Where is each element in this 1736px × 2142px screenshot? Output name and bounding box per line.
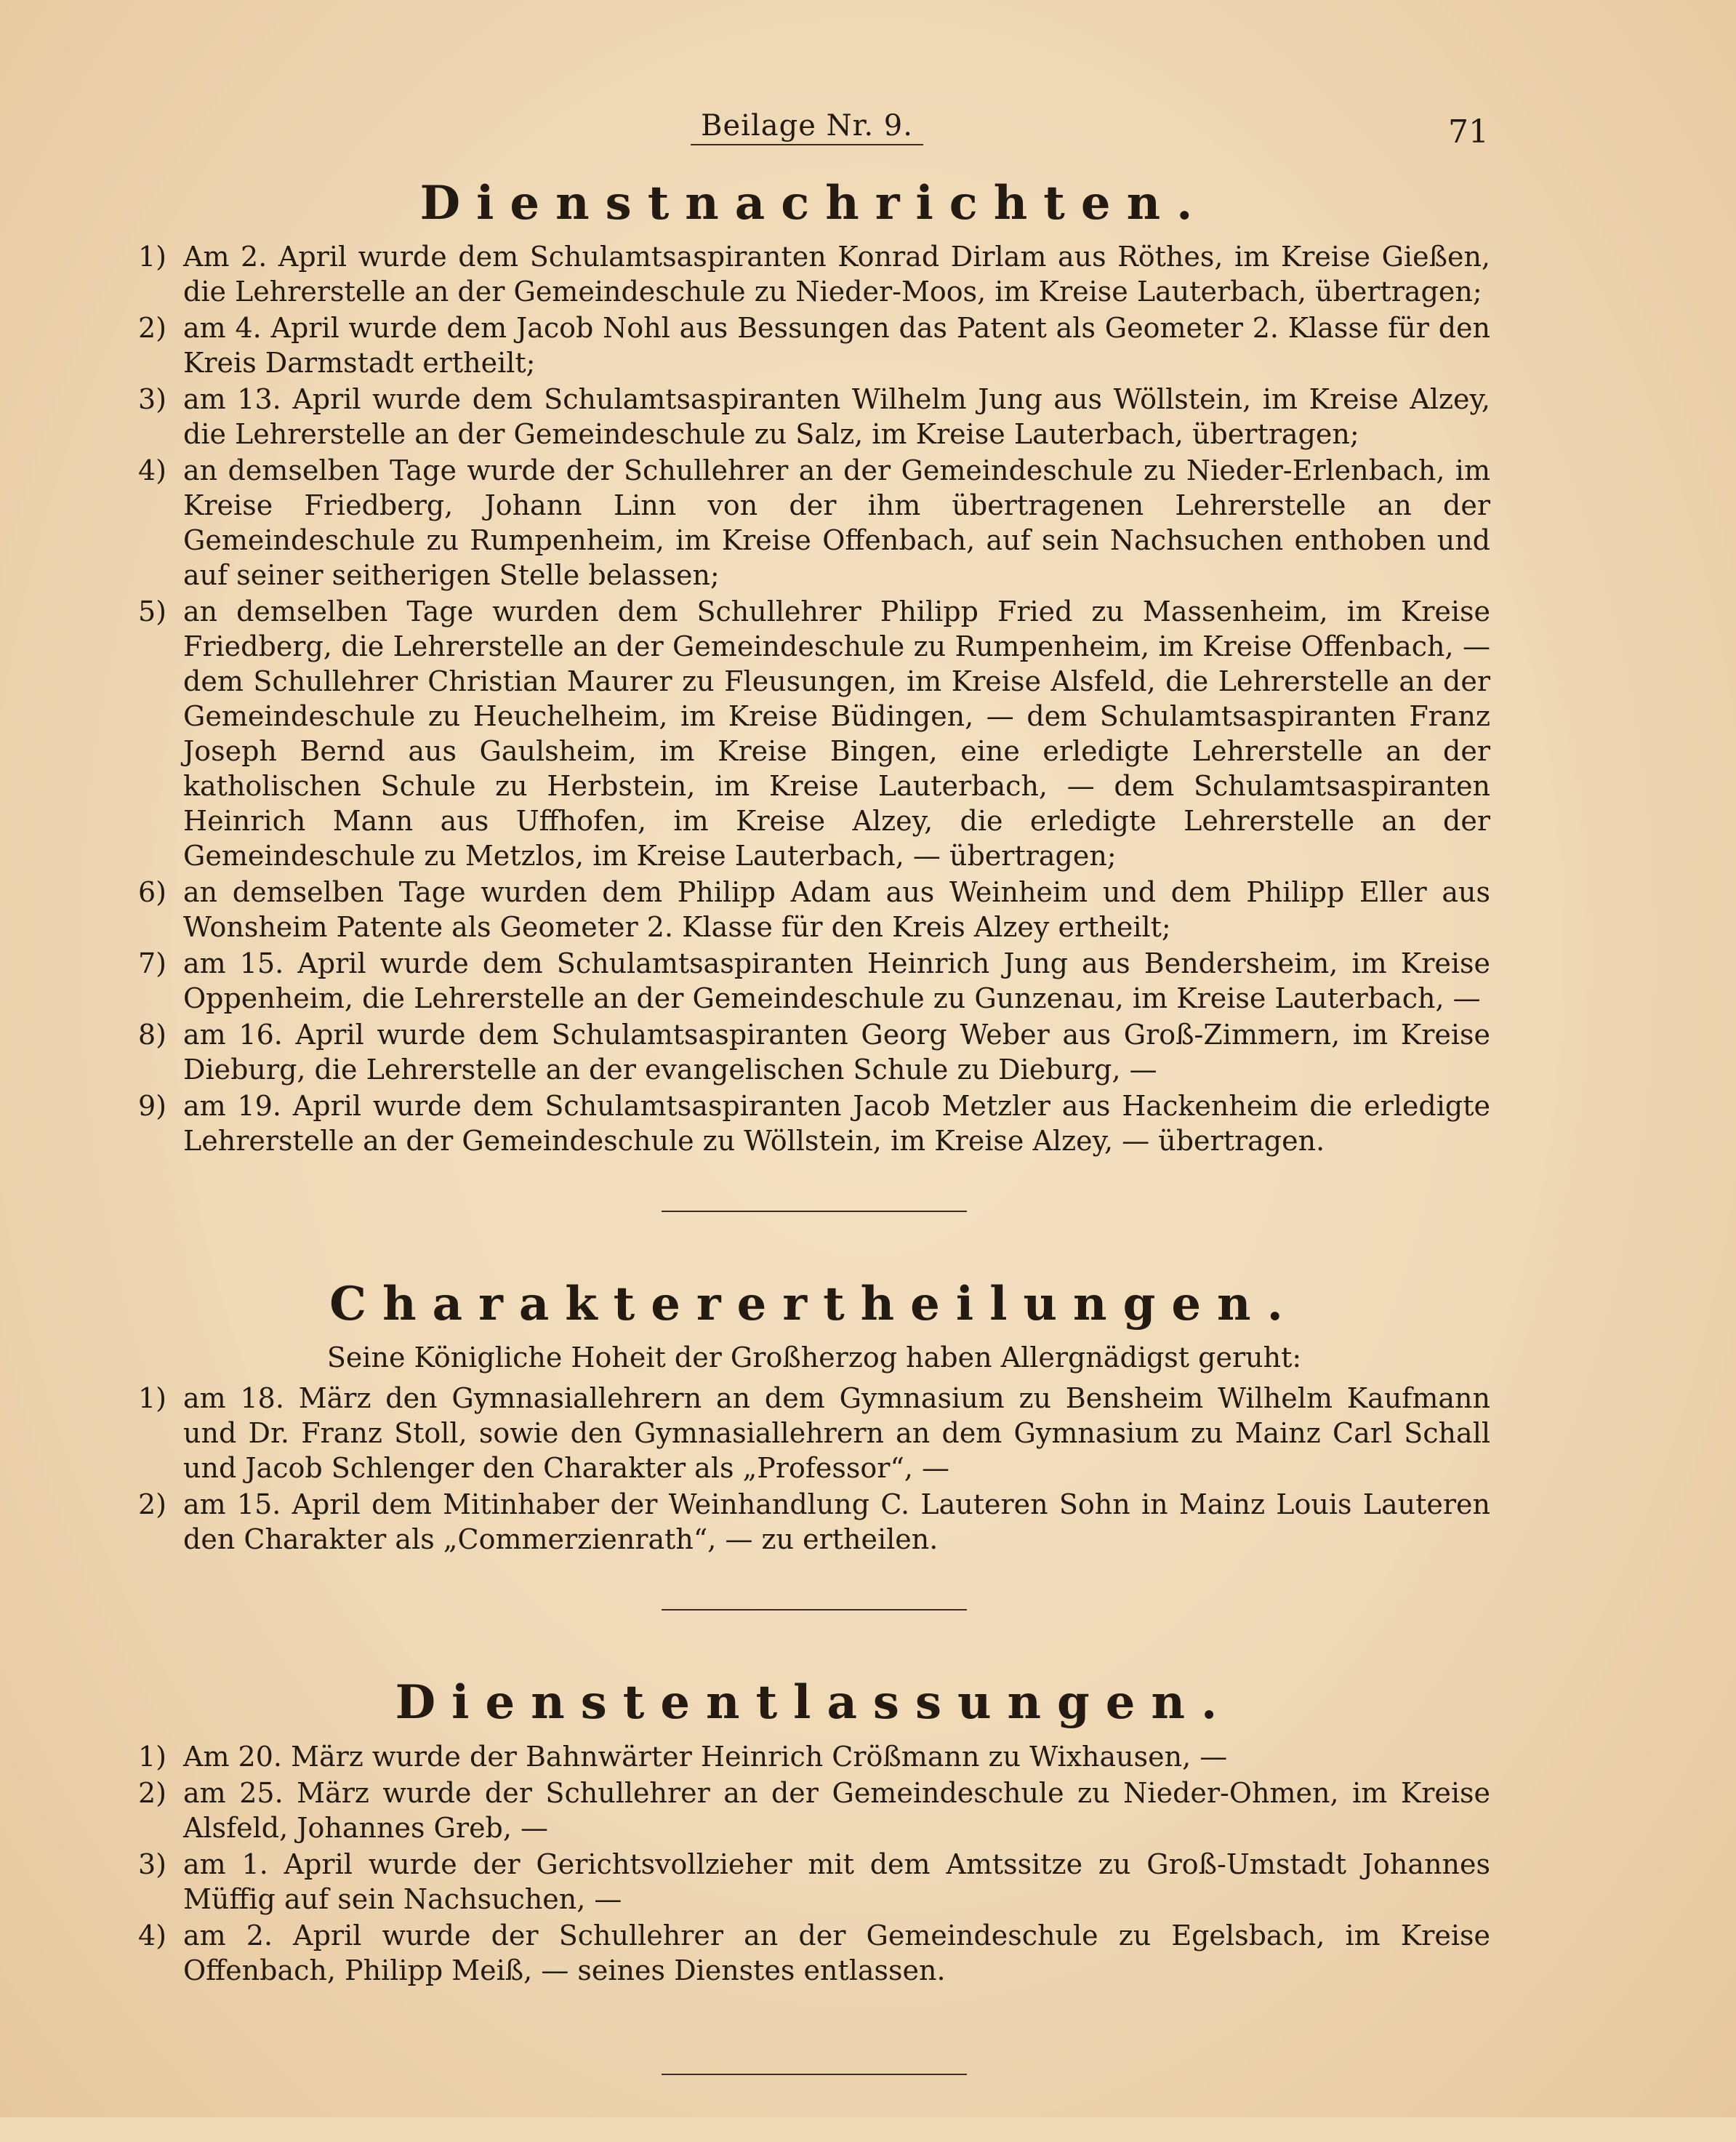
section-heading: Charakterertheilungen. [329,1277,1299,1332]
item-text: am 4. April wurde dem Jacob Nohl aus Bessungen das Patent als Geometer 2. Klasse für den Kreis Darmstadt ertheilt; [183,312,1490,380]
list-item [138,310,1490,380]
section-heading: Dienstnachrichten. [419,176,1209,230]
item-text: an demselben Tage wurden dem Schullehrer Philipp Fried zu Massenheim, im Kreise Friedberg, die Lehrerstelle an der Gemeindeschule zu Rumpenheim, im Kreise Offenbach, — dem Schullehrer Christian Maurer zu Fleusungen, im Kreise Alsfeld, die Lehrerstelle an der Gemeindeschule zu Heuchelheim, im Kreise Büdingen, — dem Schulamtsaspiranten Franz Joseph Bernd aus Gaulsheim, im Kreise Bingen, eine erledigte Lehrerstelle an der katholischen Schule zu Herbstein, im Kreise Lauterbach, — dem Schulamtsaspiranten Heinrich Mann aus Uffhofen, im Kreise Alzey, die erledigte Lehrerstelle an der Gemeindeschule zu Metzlos, im Kreise Lauterbach, — übertragen; [183,595,1490,873]
announcement-list [138,1739,1490,1988]
item-number: 5) [138,595,167,628]
list-item [138,1088,1490,1158]
section-divider [662,1211,967,1212]
section-intro: Seine Königliche Hoheit der Großherzog haben Allergnädigst geruht: [326,1341,1302,1373]
item-number: 2) [138,312,167,345]
item-text: an demselben Tage wurden dem Philipp Adam aus Weinheim und dem Philipp Eller aus Wonsheim Patente als Geometer 2. Klasse für den Kreis Alzey ertheilt; [183,876,1490,944]
item-number: 8) [138,1019,167,1051]
item-text: am 15. April dem Mitinhaber der Weinhandlung C. Lauteren Sohn in Mainz Louis Lauteren den Charakter als „Commerzienrath“, — zu ertheilen. [183,1488,1490,1556]
list-item [138,875,1490,944]
list-item [138,1487,1490,1557]
item-number: 2) [138,1776,167,1809]
item-text: Am 2. April wurde dem Schulamtsaspiranten Konrad Dirlam aus Röthes, im Kreise Gießen, die Lehrerstelle an der Gemeindeschule zu Nieder-Moos, im Kreise Lauterbach, übertragen; [183,241,1490,308]
item-text: am 18. März den Gymnasiallehrern an dem Gymnasium zu Bensheim Wilhelm Kaufmann und Dr. Franz Stoll, sowie den Gymnasiallehrern an dem Gymnasium zu Mainz Carl Schall und Jacob Schlenger den Charakter als „Professor“, — [183,1382,1490,1485]
page-number: 71 [1448,113,1489,151]
list-item [138,239,1490,309]
list-item [138,1739,1490,1774]
item-text: Am 20. März wurde der Bahnwärter Heinrich Crößmann zu Wixhausen, — [183,1740,1228,1773]
item-text: am 1. April wurde der Gerichtsvollzieher mit dem Amtssitze zu Groß-Umstadt Johannes Müffig auf sein Nachsuchen, — [183,1848,1490,1915]
section-charakterertheilungen [138,1279,1490,1557]
list-item [138,1847,1490,1917]
list-item [138,1776,1490,1845]
item-number: 4) [138,1919,167,1952]
item-text: am 13. April wurde dem Schulamtsaspiranten Wilhelm Jung aus Wöllstein, im Kreise Alzey, die Lehrerstelle an der Gemeindeschule zu Salz, im Kreise Lauterbach, übertragen; [183,383,1490,451]
item-text: am 15. April wurde dem Schulamtsaspiranten Heinrich Jung aus Bendersheim, im Kreise Oppenheim, die Lehrerstelle an der Gemeindeschule zu Gunzenau, im Kreise Lauterbach, — [183,947,1490,1015]
item-text: am 19. April wurde dem Schulamtsaspiranten Jacob Metzler aus Hackenheim die erledigte Lehrerstelle an der Gemeindeschule zu Wöllstein, im Kreise Alzey, — übertragen. [183,1090,1490,1158]
list-item [138,594,1490,873]
item-text: am 2. April wurde der Schullehrer an der Gemeindeschule zu Egelsbach, im Kreise Offenbach, Philipp Meiß, — seines Dienstes entlassen. [183,1919,1490,1986]
item-text: an demselben Tage wurde der Schullehrer an der Gemeindeschule zu Nieder-Erlenbach, im Kreise Friedberg, Johann Linn von der ihm übertragenen Lehrerstelle an der Gemeindeschule zu Rumpenheim, im Kreise Offenbach, auf sein Nachsuchen enthoben und auf seiner seitherigen Stelle belassen; [183,454,1490,592]
item-number: 2) [138,1488,167,1521]
item-text: am 16. April wurde dem Schulamtsaspiranten Georg Weber aus Groß-Zimmern, im Kreise Dieburg, die Lehrerstelle an der evangelischen Schule zu Dieburg, — [183,1019,1490,1086]
item-number: 1) [138,1740,167,1773]
item-number: 1) [138,1382,167,1415]
list-item [138,1381,1490,1485]
item-number: 7) [138,947,167,980]
section-dienstnachrichten [138,178,1490,1158]
announcement-list [138,1381,1490,1557]
list-item [138,946,1490,1016]
item-text: am 25. März wurde der Schullehrer an der Gemeindeschule zu Nieder-Ohmen, im Kreise Alsfeld, Johannes Greb, — [183,1776,1490,1844]
page-header [0,109,1736,160]
supplement-title: Beilage Nr. 9. [691,109,923,145]
item-number: 4) [138,454,167,487]
section-divider [662,2074,967,2075]
item-number: 3) [138,1848,167,1880]
section-dienstentlassungen [138,1677,1490,1987]
list-item [138,453,1490,593]
item-number: 6) [138,876,167,909]
section-heading: Dienstentlassungen. [395,1675,1234,1730]
section-divider [662,1609,967,1610]
page-content [138,178,1490,2142]
list-item [138,382,1490,452]
list-item [138,1017,1490,1087]
announcement-list [138,239,1490,1158]
item-number: 9) [138,1090,167,1123]
item-number: 1) [138,241,167,273]
list-item [138,1918,1490,1988]
item-number: 3) [138,383,167,416]
